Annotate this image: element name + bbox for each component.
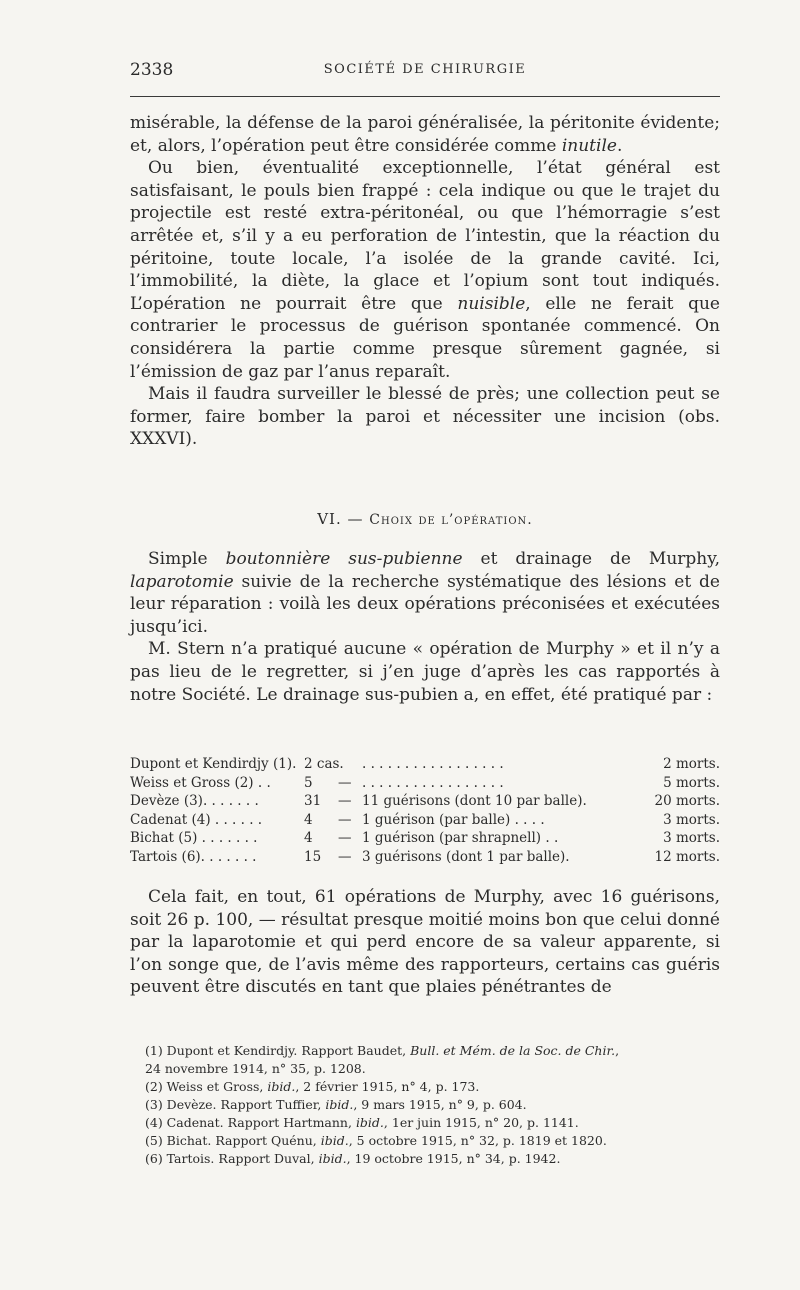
text-run: Cela fait, en tout, 61 opérations de Murphy, avec 16 guérisons, soit 26 p. 100, — résultat presque moitié moins bon que celui donné par la laparotomie et qui perd encore de sa valeur apparente, si l’on songe que, de l’avis même des rapporteurs, certains cas guéris peuvent être discutés en tant que plaies pénétrantes de: [130, 887, 720, 998]
text-run: ,: [615, 1043, 620, 1058]
outcome-cell: 11 guérisons (dont 10 par balle).: [362, 793, 587, 809]
table-row: [130, 848, 720, 867]
surgeon-cell: Devèze (3). . . . . . .: [130, 793, 259, 809]
italic-text: ibid.: [355, 1115, 384, 1130]
italic-text: Bull. et Mém. de la Soc. de Chir.: [410, 1043, 616, 1058]
footnote: [145, 1060, 720, 1078]
drainage-results-table: [130, 755, 720, 866]
paragraph: [130, 157, 720, 383]
footnotes: [145, 1042, 720, 1168]
surgeon-cell: Weiss et Gross (2) . .: [130, 774, 271, 791]
section-number: VI. —: [317, 510, 364, 528]
outcome-cell: 1 guérison (par balle) . . . .: [362, 811, 545, 828]
italic-text: boutonnière sus-pubienne: [225, 549, 463, 569]
body-text-bottom: [130, 886, 720, 999]
outcome-cell: 1 guérison (par shrapnell) . .: [362, 830, 559, 846]
text-run: , 19 octobre 1915, n° 34, p. 1942.: [346, 1151, 561, 1166]
deaths-cell: 2 morts.: [663, 756, 720, 772]
table-row: [130, 811, 720, 830]
footnote: [145, 1114, 720, 1132]
footnote: [145, 1042, 720, 1060]
outcome-cell: 3 guérisons (dont 1 par balle).: [362, 848, 570, 865]
cases-cell: 4: [304, 811, 313, 828]
italic-text: nuisible: [457, 293, 526, 314]
text-run: 24 novembre 1914, n° 35, p. 1208.: [145, 1061, 366, 1076]
text-run: .: [616, 135, 623, 156]
footnote: [145, 1096, 720, 1114]
page-number: 2338: [130, 60, 174, 80]
page-header: [130, 60, 720, 84]
paragraph: [130, 112, 720, 157]
text-run: et drainage de Murphy,: [462, 549, 720, 569]
dash-cell: —: [338, 774, 352, 791]
table-row: [130, 792, 720, 811]
dash-cell: —: [338, 811, 352, 828]
italic-text: ibid.: [267, 1079, 296, 1094]
paragraph: [130, 548, 720, 638]
dash-cell: —: [338, 848, 352, 865]
italic-text: ibid.: [318, 1151, 347, 1166]
paragraph: [130, 638, 720, 706]
text-run: , 5 octobre 1915, n° 32, p. 1819 et 1820.: [348, 1133, 607, 1148]
section-title: Choix de l’opération.: [369, 512, 533, 528]
text-run: (2) Weiss et Gross,: [145, 1079, 268, 1094]
deaths-cell: 3 morts.: [663, 811, 720, 828]
text-run: Simple: [148, 549, 226, 569]
italic-text: ibid.: [325, 1097, 354, 1112]
paragraph: [130, 383, 720, 451]
text-run: Mais il faudra surveiller le blessé de près; une collection peut se former, faire bomber la paroi et nécessiter une incision (obs. XXXVI).: [130, 384, 720, 450]
surgeon-cell: Cadenat (4) . . . . . .: [130, 811, 263, 828]
text-run: (1) Dupont et Kendirdjy. Rapport Baudet,: [145, 1043, 411, 1058]
italic-text: laparotomie: [130, 571, 234, 592]
footnote: [145, 1078, 720, 1096]
table-row: [130, 829, 720, 848]
section-heading: [130, 510, 720, 528]
dash-cell: —: [338, 830, 352, 846]
text-run: , 2 février 1915, n° 4, p. 173.: [295, 1079, 480, 1094]
table-row: [130, 755, 720, 774]
text-run: , 9 mars 1915, n° 9, p. 604.: [353, 1097, 527, 1112]
text-run: (6) Tartois. Rapport Duval,: [145, 1151, 319, 1166]
cases-cell: 15: [304, 848, 322, 865]
italic-text: inutile: [561, 135, 617, 156]
body-text-middle: [130, 548, 720, 706]
footnote: [145, 1132, 720, 1150]
surgeon-cell: Bichat (5) . . . . . . .: [130, 830, 258, 846]
deaths-cell: 5 morts.: [663, 774, 720, 791]
cases-cell: 31: [304, 793, 322, 809]
cases-cell: 4: [304, 830, 313, 846]
deaths-cell: 20 morts.: [654, 793, 720, 809]
deaths-cell: 3 morts.: [663, 830, 720, 846]
text-run: misérable, la défense de la paroi généralisée, la péritonite évidente; et, alors, l’opération peut être considérée comme: [130, 113, 720, 156]
text-run: (5) Bichat. Rapport Quénu,: [145, 1133, 321, 1148]
text-run: Ou bien, éventualité exceptionnelle, l’état général est satisfaisant, le pouls bien frappé : cela indique ou que le trajet du projectile est resté extra-péritonéal, ou que l’hémorragie s’est arrêtée et, s’il y a eu perforation de l’intestin, que la réaction du péritoine, toute locale, l’a isolée de la grande cavité. Ici, l’immobilité, la diète, la glace et l’opium sont tout indiqués. L’opération ne pourrait être que: [130, 158, 720, 314]
header-rule: [130, 96, 720, 97]
outcome-cell: . . . . . . . . . . . . . . . . .: [362, 756, 504, 772]
running-title: SOCIÉTÉ DE CHIRURGIE: [323, 62, 527, 77]
dash-cell: —: [338, 793, 352, 809]
text-run: , elle ne ferait que contrarier le processus de guérison spontanée commencé. On considérera la partie comme presque sûrement gagnée, si l’émission de gaz par l’anus reparaît.: [130, 293, 720, 382]
text-run: , 1er juin 1915, n° 20, p. 1141.: [383, 1115, 579, 1130]
deaths-cell: 12 morts.: [654, 848, 720, 865]
footnote: [145, 1150, 720, 1168]
surgeon-cell: Dupont et Kendirdjy (1).: [130, 756, 297, 772]
cases-cell: 2 cas.: [304, 756, 344, 772]
paragraph: [130, 886, 720, 999]
outcome-cell: . . . . . . . . . . . . . . . . .: [362, 774, 504, 791]
text-run: (4) Cadenat. Rapport Hartmann,: [145, 1115, 356, 1130]
text-run: suivie de la recherche systématique des lésions et de leur réparation : voilà les deux opérations préconisées et exécutées jusqu’ici.: [130, 571, 720, 637]
surgeon-cell: Tartois (6). . . . . . .: [130, 848, 257, 865]
text-run: M. Stern n’a pratiqué aucune « opération de Murphy » et il n’y a pas lieu de le regretter, si j’en juge d’après les cas rapportés à notre Société. Le drainage sus-pubien a, en effet, été pratiqué par :: [130, 639, 720, 705]
text-run: (3) Devèze. Rapport Tuffier,: [145, 1097, 326, 1112]
cases-cell: 5: [304, 774, 313, 791]
table-row: [130, 774, 720, 793]
body-text-top: [130, 112, 720, 451]
italic-text: ibid.: [320, 1133, 349, 1148]
